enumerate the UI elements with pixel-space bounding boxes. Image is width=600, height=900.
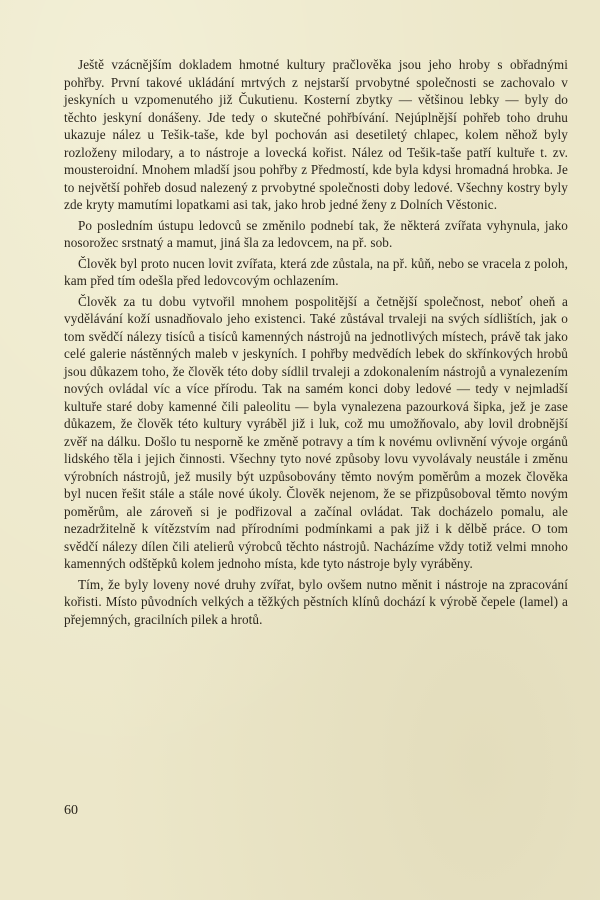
paragraph-society-tools: Člověk za tu dobu vytvořil mnohem pospolitější a četnější společnost, neboť oheň a vydělávání koží usnadňovalo jeho existenci. Také zůstával trvaleji na svých sídlištích, jak o tom svědčí nálezy tisíců a tisíců kamenných nástrojů na jednotlivých místech, právě tak jako celé galerie nástěnných maleb v jeskyních. I pohřby medvědích lebek do skřínkových hrobů jsou důkazem toho, že člověk této doby sídlil trvaleji a zdokonalením nástrojů a vynalezením nových ovládal víc a více přírodu. Tak na samém konci doby ledové — tedy v nejmladší kultuře staré doby kamenné čili paleolitu — byla vynalezena pazourková šipka, jež je zase důkazem, že člověk této kultury vyráběl již i luk, což mu umožňovalo, aby lovil drobnější zvěř na dálku. Došlo tu nesporně ke změně potravy a tím k novému ovlivnění vývoje orgánů lidského těla i jejich činnosti. Všechny tyto nové způsoby lovu vyvolávaly neustále i změnu výrobních nástrojů, jež musily být uzpůsobovány těmto novým poměrům a mozek člověka byl nucen řešit stále a stále nové úkoly. Člověk nejenom, že se přizpůsoboval těmto novým poměrům, ale zároveň si je podřizoval a začínal ovládat. Tak docházelo pomalu, ale nezadržitelně k vítězstvím nad přírodními podmínkami a pak již i k dělbě práce. O tom svědčí nálezy dílen čili atelierů výrobců těchto nástrojů. Nacházíme vždy totiž velmi mnoho kamenných odštěpků kolem jednoho místa, kde tyto nástroje byly vyráběny. [64,293,568,571]
paragraph-new-tools: Tím, že byly loveny nové druhy zvířat, bylo ovšem nutno měnit i nástroje na zpracování kořisti. Místo původních velkých a těžkých pěstních klínů dochází k výrobě čepele (lamel) a přejemných, gracilních pilek a hrotů. [64,576,568,627]
page-text-block [64,56,568,856]
paragraph-burials: Ještě vzácnějším dokladem hmotné kultury pračlověka jsou jeho hroby s obřadnými pohřby. První takové ukládání mrtvých z nejstarší prvobytné společnosti se zachovalo v jeskyních u vzpomenutého již Čukutienu. Kosterní zbytky — většinou lebky — byly do těchto jeskyní donášeny. Jde tedy o skutečné pohřbívání. Nejúplnější pohřeb toho druhu ukazuje nález u Tešik-taše, kde byl pochován asi desetiletý chlapec, kolem něhož byly rozloženy milodary, a to nástroje a lovecká kořist. Nález od Tešik-taše patří kultuře t. zv. mousteroidní. Mnohem mladší jsou pohřby z Předmostí, kde byla kdysi hromadná hrobka. Je to největší pohřeb dosud nalezený z prvobytné společnosti doby ledové. Všechny kostry byly zde kryty mamutími lopatkami asi tak, jako hrob jedné ženy z Dolních Věstonic. [64,57,568,212]
paragraph-hunting: Člověk byl proto nucen lovit zvířata, která zde zůstala, na př. kůň, nebo se vracela z poloh, kam před tím odešla před ledovcovým ochlazením. [64,255,568,288]
page-number: 60 [64,803,78,818]
paragraph-climate-change: Po posledním ústupu ledovců se změnilo podnebí tak, že některá zvířata vyhynula, jako nosorožec srstnatý a mamut, jiná šla za ledovcem, na př. sob. [64,217,568,250]
